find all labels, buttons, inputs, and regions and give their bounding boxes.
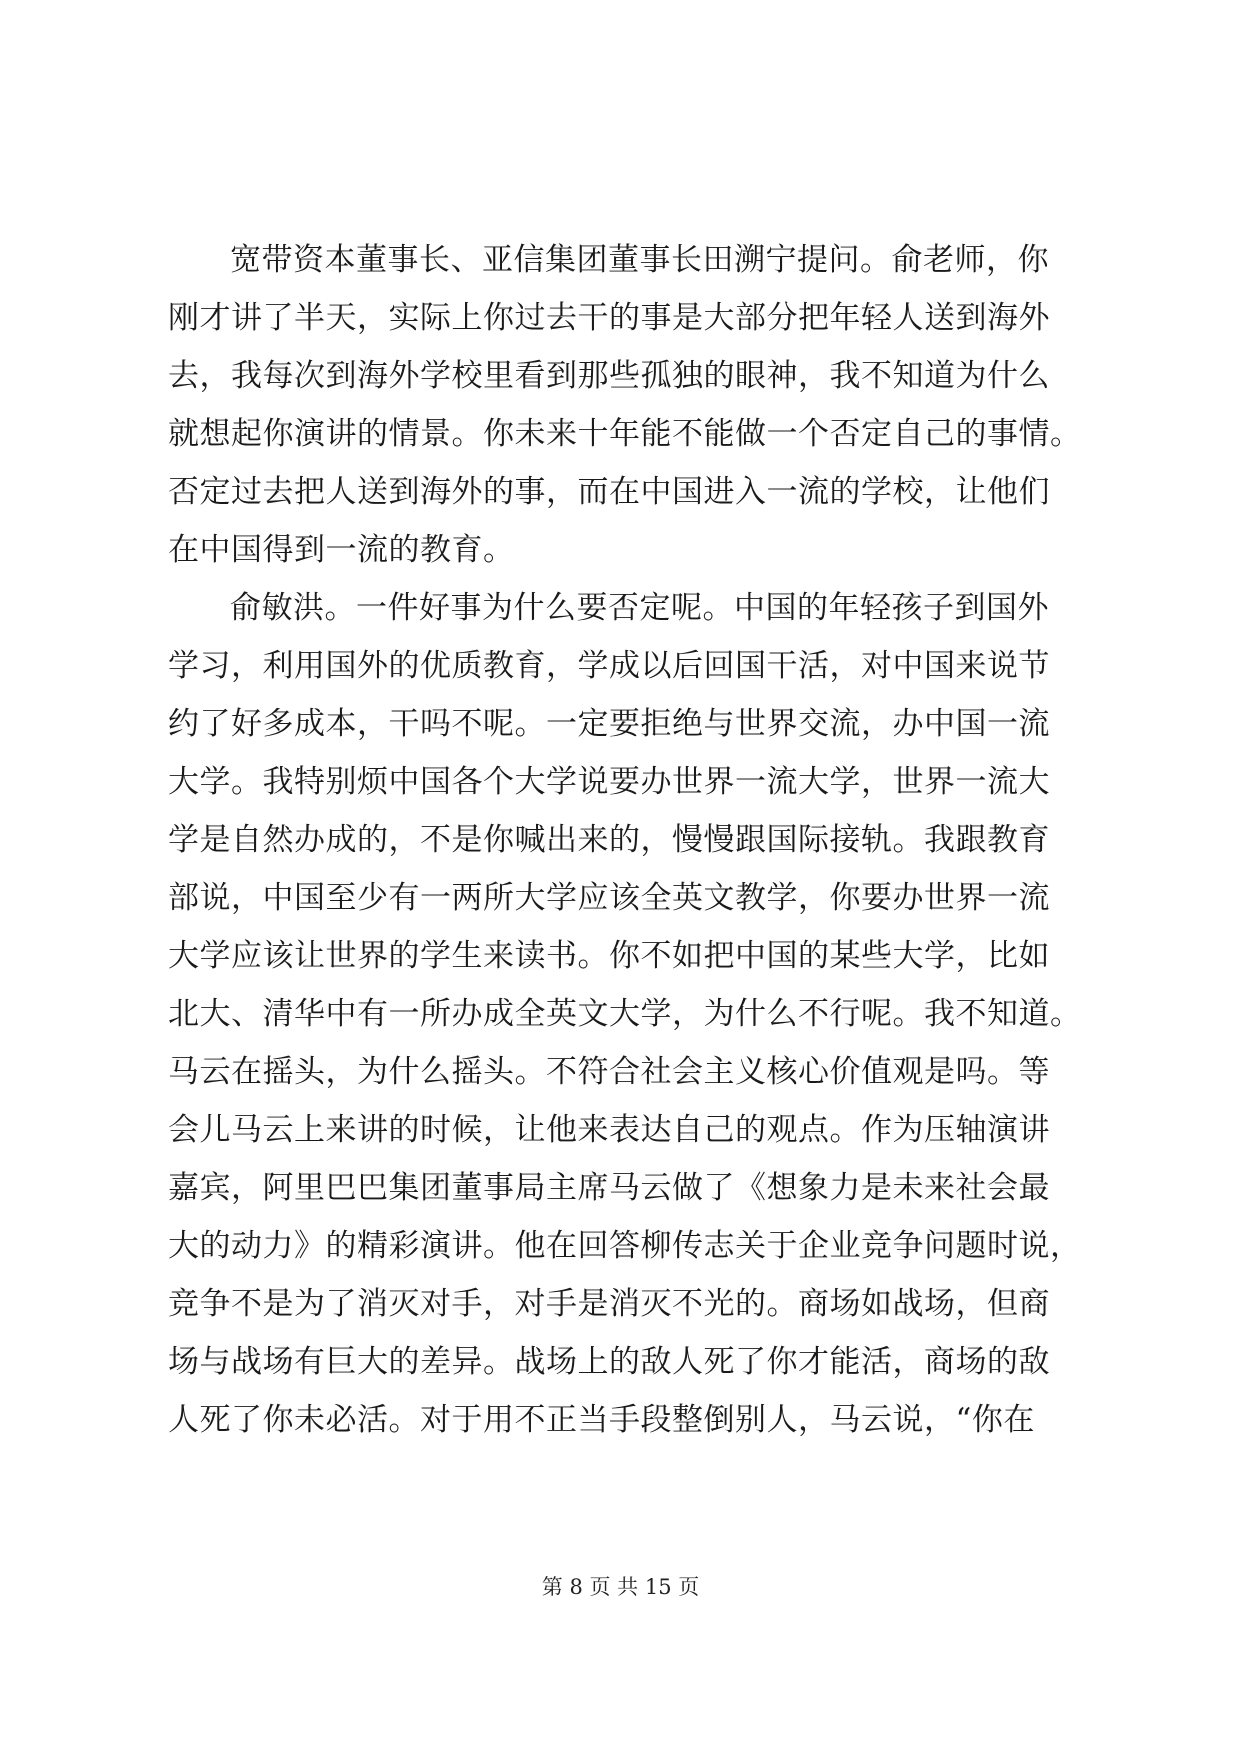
- paragraph-line: 嘉宾，阿里巴巴集团董事局主席马云做了《想象力是未来社会最: [168, 1170, 1050, 1206]
- paragraph-line: 大学。我特别烦中国各个大学说要办世界一流大学，世界一流大: [168, 764, 1050, 800]
- paragraph-line: 俞敏洪。一件好事为什么要否定呢。中国的年轻孩子到国外: [230, 590, 1049, 626]
- paragraph-line: 约了好多成本，干吗不呢。一定要拒绝与世界交流，办中国一流: [168, 706, 1050, 742]
- paragraph-line: 北大、清华中有一所办成全英文大学，为什么不行呢。我不知道。: [168, 996, 1082, 1032]
- paragraph-line: 竞争不是为了消灭对手，对手是消灭不光的。商场如战场，但商: [168, 1286, 1050, 1322]
- paragraph-line: 宽带资本董事长、亚信集团董事长田溯宁提问。俞老师，你: [230, 242, 1049, 278]
- paragraph-line: 人死了你未必活。对于用不正当手段整倒别人，马云说，“你在: [168, 1402, 1035, 1438]
- paragraph-line: 大学应该让世界的学生来读书。你不如把中国的某些大学，比如: [168, 938, 1050, 974]
- paragraph-line: 在中国得到一流的教育。: [168, 532, 515, 568]
- paragraph-line: 刚才讲了半天，实际上你过去干的事是大部分把年轻人送到海外: [168, 300, 1050, 336]
- paragraph-line: 马云在摇头，为什么摇头。不符合社会主义核心价值观是吗。等: [168, 1054, 1050, 1090]
- paragraph-line: 学是自然办成的，不是你喊出来的，慢慢跟国际接轨。我跟教育: [168, 822, 1050, 858]
- paragraph-line: 大的动力》的精彩演讲。他在回答柳传志关于企业竞争问题时说，: [168, 1228, 1082, 1264]
- paragraph-line: 场与战场有巨大的差异。战场上的敌人死了你才能活，商场的敌: [168, 1344, 1050, 1380]
- paragraph-line: 学习，利用国外的优质教育，学成以后回国干活，对中国来说节: [168, 648, 1050, 684]
- page-number-footer: 第 8 页 共 15 页: [541, 1575, 700, 1599]
- paragraph-line: 就想起你演讲的情景。你未来十年能不能做一个否定自己的事情。: [168, 416, 1082, 452]
- paragraph-line: 会儿马云上来讲的时候，让他来表达自己的观点。作为压轴演讲: [168, 1112, 1050, 1148]
- paragraph-line: 否定过去把人送到海外的事，而在中国进入一流的学校，让他们: [168, 474, 1050, 510]
- paragraph-line: 部说，中国至少有一两所大学应该全英文教学，你要办世界一流: [168, 880, 1050, 916]
- paragraph-line: 去，我每次到海外学校里看到那些孤独的眼神，我不知道为什么: [168, 358, 1050, 394]
